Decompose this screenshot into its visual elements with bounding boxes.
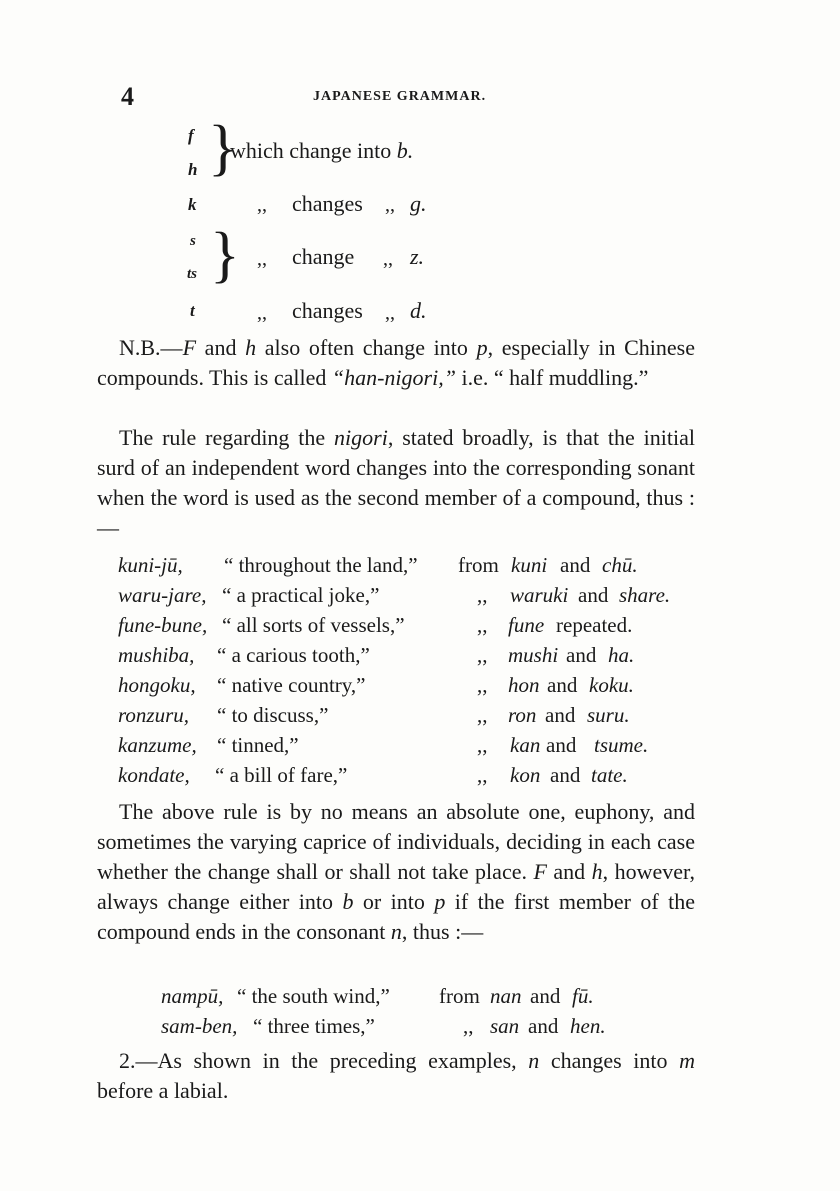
absolute-rule-paragraph: The above rule is by no means an absolute one, euphony, and sometimes the varying caprice of individuals, deciding in each case whether the change shall or shall not take place. F and h, however, always change either into b or into p if the first member of the compound ends in the consonant n, thus :— bbox=[97, 799, 695, 944]
ditto-mark: ,, bbox=[257, 302, 267, 324]
nb-paragraph: N.B.—F and h also often change into p, especially in Chinese compounds. This is called “han-nigori,” i.e. “ half muddling.” bbox=[97, 335, 696, 390]
change-text: change bbox=[292, 244, 355, 269]
consonant-k: k bbox=[188, 195, 197, 214]
target-letter: d. bbox=[410, 298, 427, 323]
rule-paragraph: The rule regarding the nigori, stated broadly, is that the initial surd of an independent word changes into the corresponding sonant when the word is used as the second member of a compound, thus :— bbox=[97, 425, 695, 540]
change-text: changes bbox=[292, 191, 363, 216]
ditto-mark: ,, bbox=[385, 194, 395, 216]
running-title: JAPANESE GRAMMAR. bbox=[313, 89, 487, 104]
right-brace-icon: } bbox=[208, 114, 238, 182]
right-brace-icon: } bbox=[210, 221, 240, 289]
ditto-mark: ,, bbox=[385, 302, 395, 324]
consonant-s: s bbox=[190, 233, 196, 249]
consonant-ts: ts bbox=[187, 266, 198, 282]
ditto-mark: ,, bbox=[257, 248, 267, 270]
change-text: which change into b. bbox=[230, 138, 414, 163]
target-letter: z. bbox=[410, 244, 425, 269]
labial-paragraph: 2.—As shown in the preceding examples, n changes into m before a labial. bbox=[97, 1048, 695, 1103]
consonant-t: t bbox=[190, 301, 195, 320]
page-number: 4 bbox=[121, 82, 134, 111]
ditto-mark: ,, bbox=[383, 248, 393, 270]
consonant-f: f bbox=[188, 126, 194, 145]
change-text: changes bbox=[292, 298, 363, 323]
consonant-h: h bbox=[188, 160, 198, 179]
target-letter: g. bbox=[410, 191, 427, 216]
ditto-mark: ,, bbox=[257, 194, 267, 216]
